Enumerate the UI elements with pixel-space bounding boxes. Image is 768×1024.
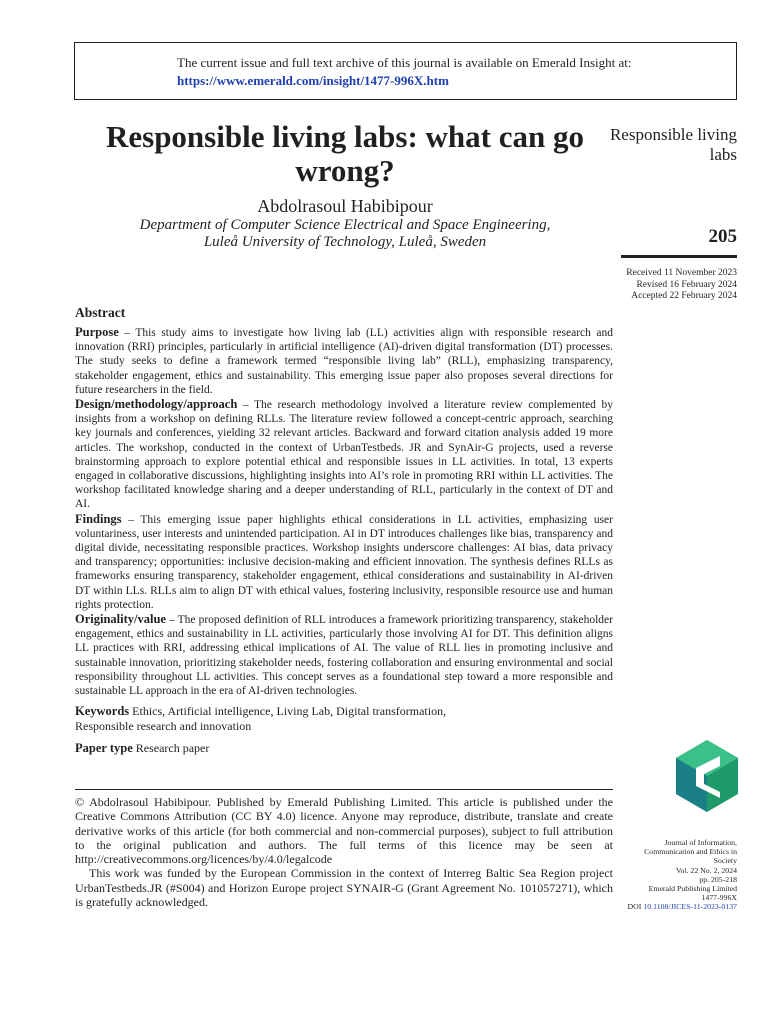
doi-line [597,902,737,911]
keywords-line-1: Ethics, Artificial intelligence, Living Lab, Digital transformation, [129,704,447,719]
running-title: Responsible living labs [609,125,737,164]
design-paragraph [75,397,613,512]
article-title: Responsible living labs: what can go wrong? [105,119,584,188]
journal-name-line-3: Society [713,856,737,866]
design-text: – The research methodology involved a literature review complemented by insights from a workshop on defining RLLs. The literature review followed a concept-centric approach, searching key journals and conferences, yielding 32 relevant articles. Backward and forward citation analysis added 19 more articles. The workshop, conducted in the context of UrbanTestbeds. JR and SynAir-G projects, used a reverse brainstorming approach to explore potential ethical and responsible issues in LL activities. In total, 13 experts engaged in collaborative discussions, highlighting insights into AI’s role in promoting RRI within LL activities. The workshop facilitated knowledge sharing and a deeper understanding of RLL, particularly in the context of DT and AI. [75,399,613,511]
revised-date: Revised 16 February 2024 [636,279,737,290]
accepted-date: Accepted 22 February 2024 [631,291,737,301]
purpose-label: Purpose [75,325,119,339]
keywords [75,704,613,734]
doi-link[interactable]: 10.1108/JICES-11-2023-0137 [643,902,737,912]
paper-type-label: Paper type [75,741,133,756]
journal-url-link[interactable]: https://www.emerald.com/insight/1477-996X.htm [177,73,449,88]
abstract-section [75,305,613,756]
journal-pages: pp. 205-218 [699,874,737,884]
affiliation-line-1: Department of Computer Science Electrical and Space Engineering, [139,217,551,233]
affiliation-line-2: Luleå University of Technology, Luleå, Sweden [203,234,487,250]
page-number-rule [621,255,737,258]
paper-type [75,741,613,756]
license-separator [75,789,613,790]
journal-volume: Vol. 22 No. 2, 2024 [675,865,737,875]
design-label: Design/methodology/approach [75,397,238,412]
notice-text: The current issue and full text archive of this journal is available on Emerald Insight at: [177,55,632,70]
keywords-label: Keywords [75,704,130,719]
license-section [75,795,613,909]
doi-label: DOI [627,902,644,912]
keywords-line-2: Responsible research and innovation [75,719,252,734]
author-name: Abdolrasoul Habibipour [257,196,433,216]
findings-label: Findings [75,511,122,526]
purpose-text: – This study aims to investigate how living lab (LL) activities align with responsible research and innovation (RRI) principles, particularly in artificial intelligence (AI)-driven digital transformation (DT) processes. The study seeks to define a framework termed “responsible living lab” (RLL), emphasizing transparency, stakeholder engagement, ethics and sustainability. This emerging issue paper also proposes several directions for future researchers in the field. [75,327,613,396]
funding-paragraph: This work was funded by the European Commission in the context of Interreg Baltic Sea Region project UrbanTestbeds.JR (#S004) and Horizon Europe project SYNAIR-G (Grant Agreement No. 101057271), which is gratefully acknowledged. [75,866,613,910]
originality-text: – The proposed definition of RLL introduces a framework prioritizing transparency, stakeholder engagement, ethics and sustainability in LL activities, particularly those involving AI for DT. This definition aligns LL practices with RRI, addressing ethical implications of AI. The value of RLL lies in promoting inclusive and sustainable innovation, prioritizing stakeholder needs, fostering collaboration and ensuring environmental and social responsibility throughout LL activities. This concept serves as a foundational step toward a more responsible and sustainable LL approach in the era of AI-driven technologies. [75,614,613,698]
originality-label: Originality/value [75,612,166,627]
journal-publisher: Emerald Publishing Limited [648,884,737,894]
emerald-logo-icon [676,740,738,812]
journal-availability-notice [74,42,737,100]
findings-paragraph [75,512,613,612]
findings-text: – This emerging issue paper highlights ethical considerations in LL activities, emphasizing user voluntariness, user interests and unintended participation. AI in DT introduces challenges like bias, transparency and digital divide, necessitating responsible practices. Workshop insights underscore challenges: AI bias, data privacy and transparency; opportunities: inclusive decision-making and efficient innovation. The synthesis defines RLLs as frameworks ensuring transparency, stakeholder engagement, ethical considerations and sustainability in AI-driven DT within LLs. RLLs aim to align DT with ethical values, fostering inclusivity, responsible resource use and human rights protection. [75,513,613,611]
originality-paragraph [75,612,613,698]
purpose-paragraph [75,325,613,397]
article-dates [597,268,737,303]
author-affiliation [100,217,590,251]
paper-type-text: Research paper [132,741,210,756]
journal-issn: 1477-996X [701,893,737,903]
abstract-heading: Abstract [75,305,126,320]
journal-name-line-1: Journal of Information, [664,838,737,847]
license-paragraph: © Abdolrasoul Habibipour. Published by Emerald Publishing Limited. This article is published under the Creative Commons Attribution (CC BY 4.0) licence. Anyone may reproduce, distribute, translate and create derivative works of this article (for both commercial and non-commercial purposes), subject to full attribution to the original publication and authors. The full terms of this licence may be seen at http://creativecommons.org/licences/by/4.0/legalcode [75,795,613,867]
page-number: 205 [708,226,737,247]
journal-citation-info [597,838,737,912]
journal-name-line-2: Communication and Ethics in [644,847,737,857]
received-date: Received 11 November 2023 [626,268,737,278]
